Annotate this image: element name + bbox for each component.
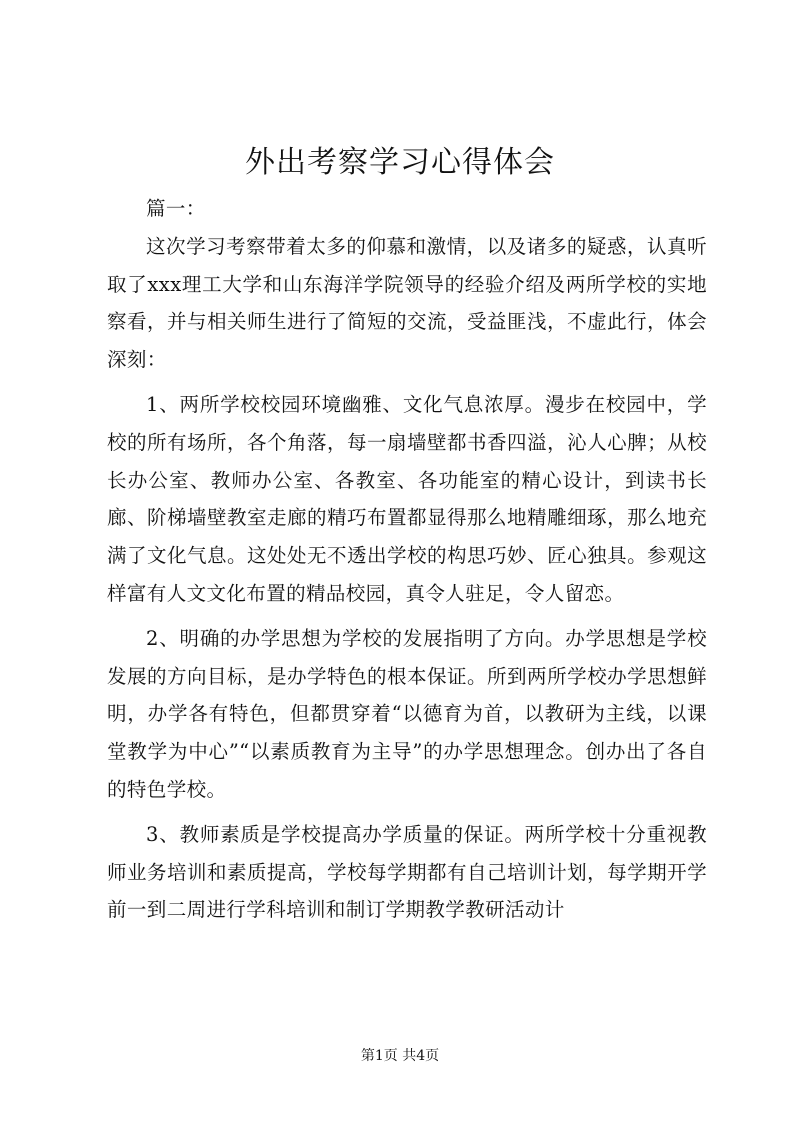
section-heading: 篇一： (146, 197, 206, 220)
paragraph-point-1: 1、两所学校校园环境幽雅、文化气息浓厚。漫步在校园中，学校的所有场所，各个角落，每一扇墙壁都书香四溢，沁人心脾；从校长办公室、教师办公室、各教室、各功能室的精心设计，到读书长廊、阶梯墙壁教室走廊的精巧布置都显得那么地精雕细琢，那么地充满了文化气息。这处处无不透出学校的构思巧妙、匠心独具。参观这样富有人文文化布置的精品校园，真令人驻足，令人留恋。 (107, 392, 707, 605)
page-number-footer: 第1页 共4页 (360, 1048, 440, 1064)
paragraph-intro: 这次学习考察带着太多的仰慕和激情，以及诸多的疑惑，认真听取了xxx理工大学和山东海洋学院领导的经验介绍及两所学校的实地察看，并与相关师生进行了简短的交流，受益匪浅，不虚此行，体会深刻： (107, 234, 707, 372)
paragraph-point-2: 2、明确的办学思想为学校的发展指明了方向。办学思想是学校发展的方向目标，是办学特色的根本保证。所到两所学校办学思想鲜明，办学各有特色，但都贯穿着“以德育为首，以教研为主线，以课堂教学为中心”“以素质教育为主导”的办学思想理念。创办出了各自的特色学校。 (107, 626, 707, 801)
document-body (107, 190, 707, 929)
document-title: 外出考察学习心得体会 (245, 145, 555, 180)
paragraph-point-3: 3、教师素质是学校提高办学质量的保证。两所学校十分重视教师业务培训和素质提高，学校每学期都有自己培训计划，每学期开学前一到二周进行学科培训和制订学期教学教研活动计 (107, 822, 707, 922)
